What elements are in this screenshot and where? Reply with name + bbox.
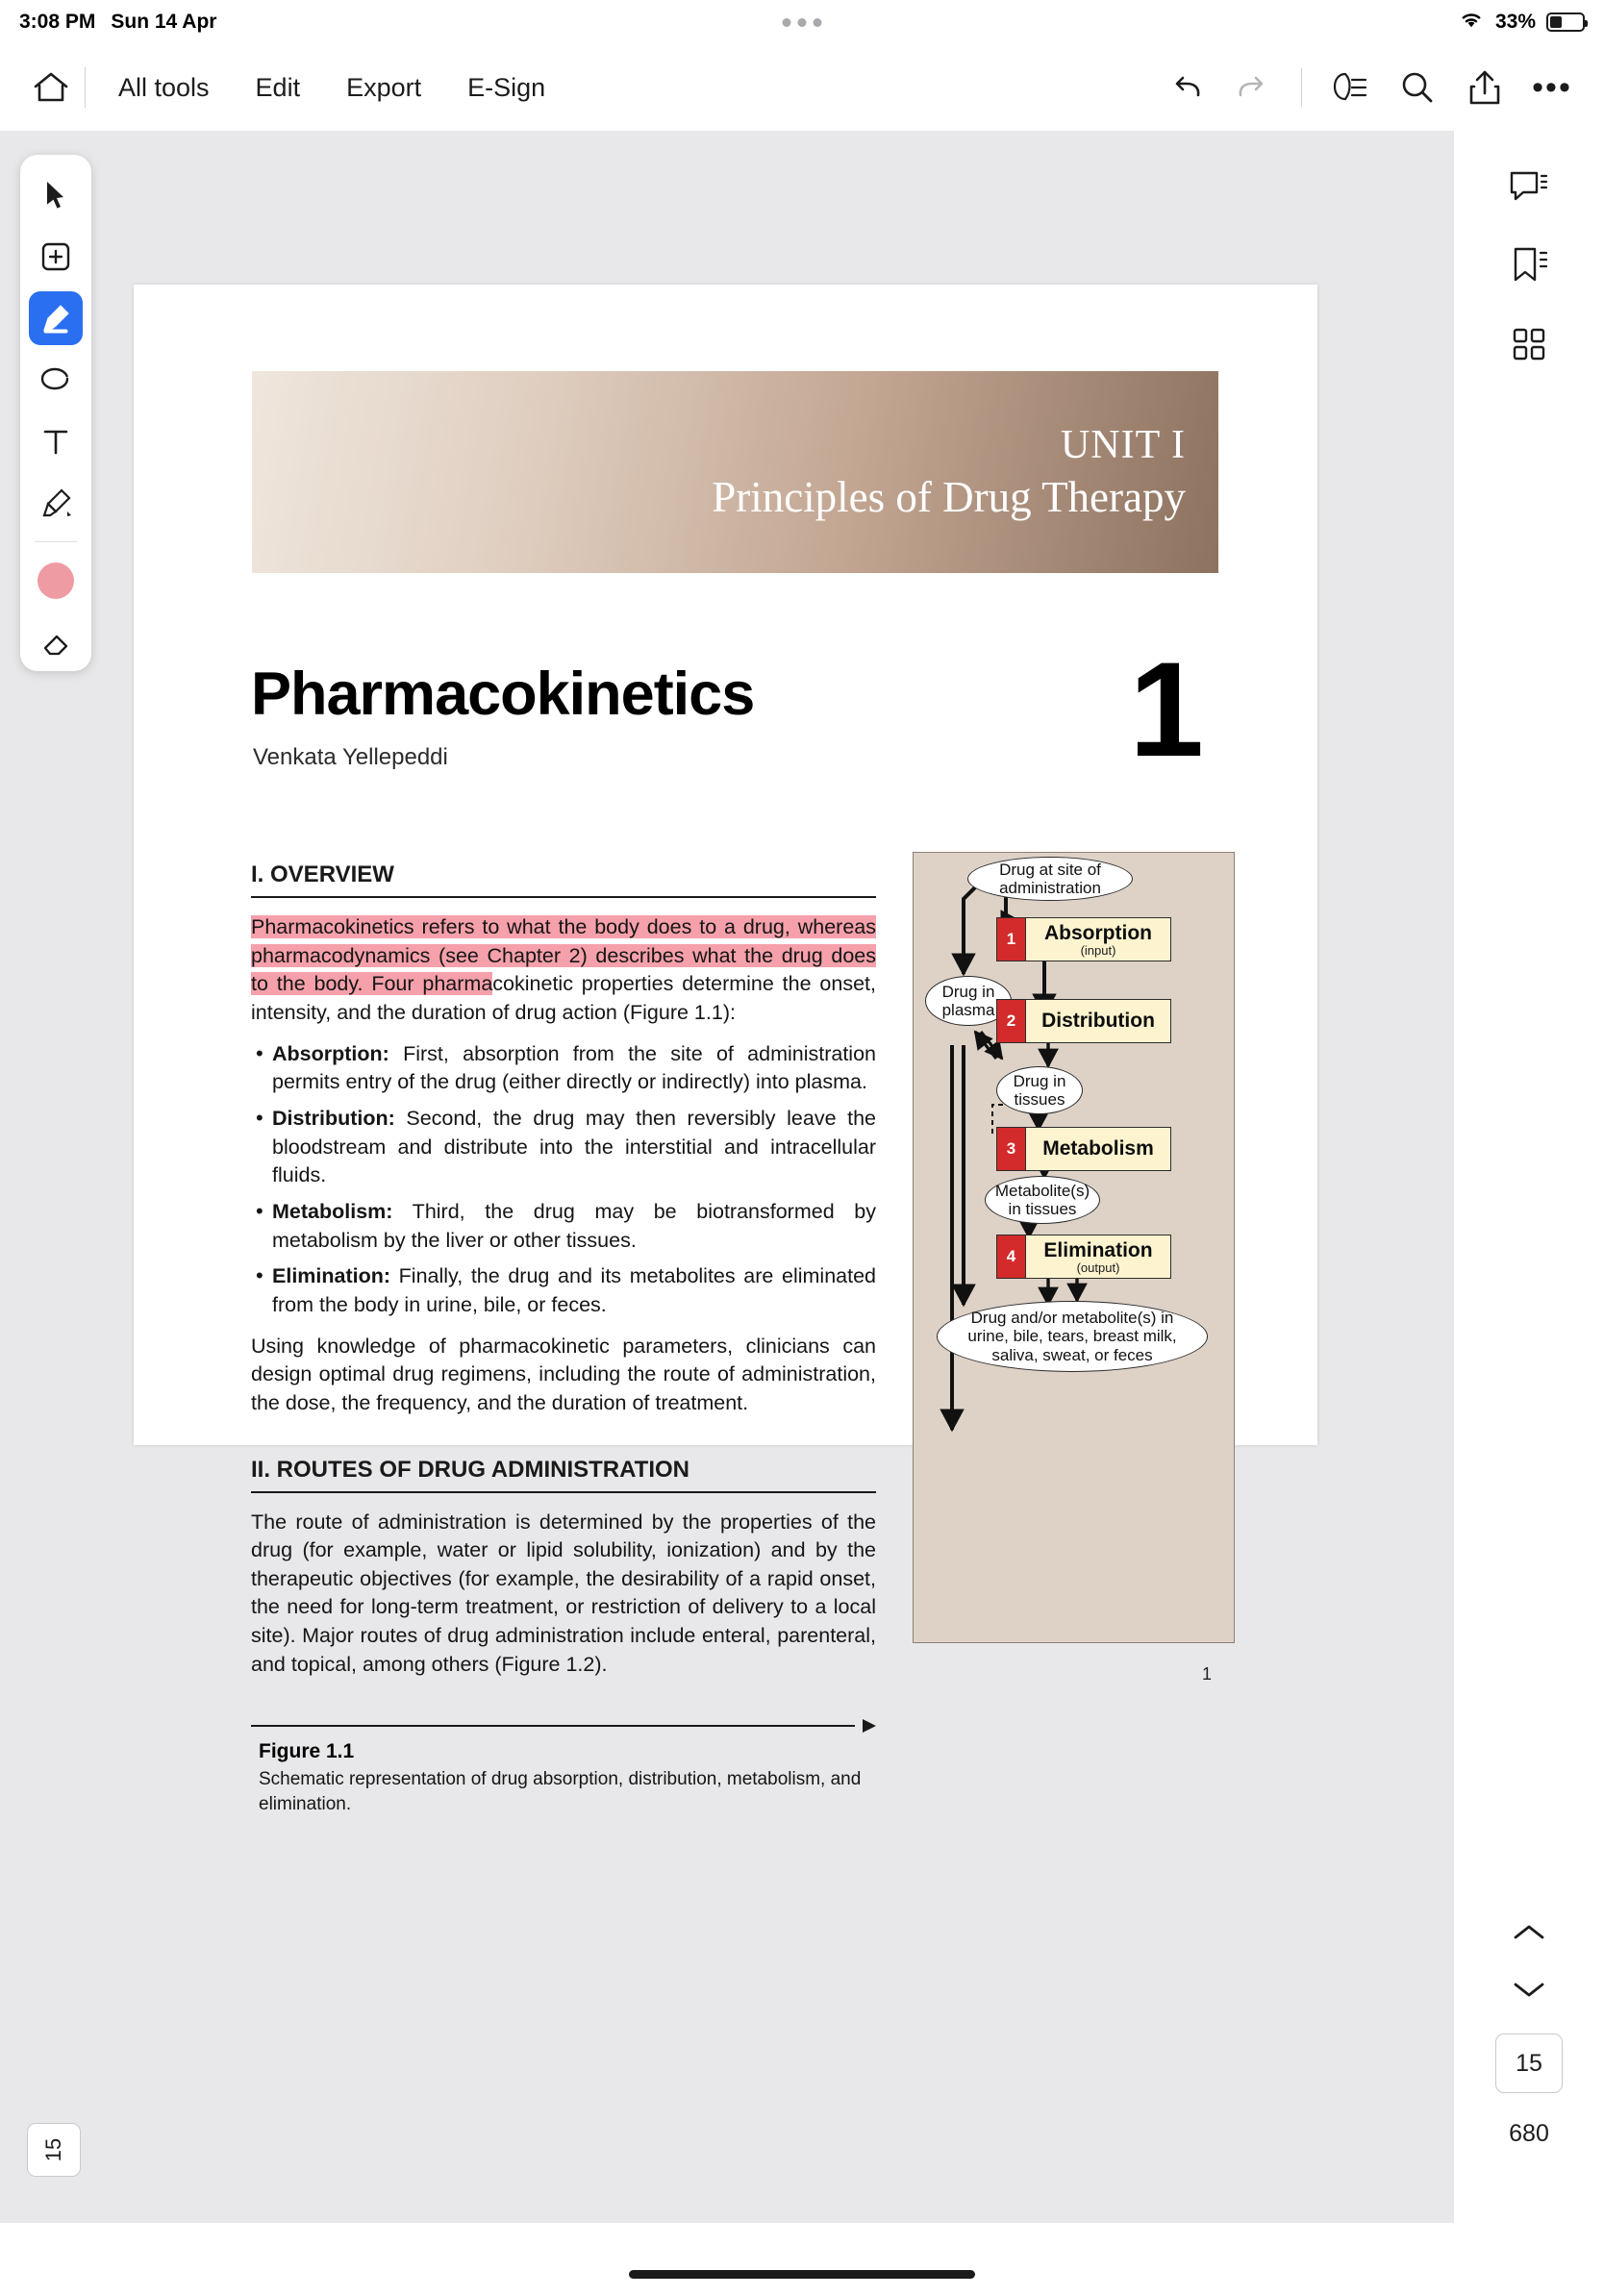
current-page-value: 15 [1516, 2049, 1542, 2077]
bookmarks-icon[interactable] [1508, 245, 1550, 292]
lasso-icon [38, 365, 73, 394]
share-icon[interactable] [1454, 57, 1516, 118]
page-indicator-label: 15 [40, 2137, 65, 2162]
step-title: Distribution [1041, 1010, 1155, 1032]
redo-icon[interactable] [1222, 57, 1284, 118]
status-right [1458, 10, 1585, 36]
handle-dot [814, 18, 822, 27]
step-metabolism [996, 1127, 1171, 1171]
pdf-page[interactable] [134, 285, 1317, 1814]
handle-dot [798, 18, 807, 27]
document-viewport[interactable] [0, 131, 1604, 2223]
status-time: 3:08 PM [19, 11, 96, 33]
step-distribution [996, 999, 1171, 1043]
step-label [1026, 1235, 1170, 1278]
step-number: 4 [997, 1235, 1026, 1278]
status-left [0, 11, 216, 34]
bullet-term: Metabolism: [272, 1199, 393, 1223]
annotation-tool-palette [20, 155, 91, 671]
node-drug-in-tissues: Drug in tissues [996, 1066, 1083, 1114]
unit-label: UNIT I [1060, 423, 1186, 467]
section-heading-overview: I. OVERVIEW [251, 861, 876, 898]
list-item [251, 1040, 876, 1097]
highlighter-tool[interactable] [29, 291, 83, 345]
handle-dot [783, 18, 791, 27]
page-title: Pharmacokinetics [251, 661, 755, 728]
toolbar-divider [85, 67, 86, 108]
wifi-icon [1458, 10, 1485, 36]
status-bar [0, 0, 1604, 44]
node-drug-in-plasma: Drug in plasma [925, 976, 1012, 1026]
text-column [251, 861, 876, 1816]
reading-mode-icon[interactable] [1319, 57, 1381, 118]
unit-subtitle: Principles of Drug Therapy [712, 473, 1186, 521]
bullet-term: Elimination: [272, 1264, 391, 1288]
text-tool[interactable] [29, 414, 83, 468]
text-t-icon [41, 426, 70, 457]
more-options-icon[interactable]: ••• [1532, 69, 1572, 106]
toolbar-divider [1301, 68, 1302, 107]
step-label [1026, 1000, 1170, 1042]
highlighted-text: Pharmacokinetics refers to what the body does to a drug, whereas pharmacodynamics (see Chapter 2) describes what the drug does to the body. Four pharma [251, 915, 876, 996]
highlighter-pen-icon [39, 302, 72, 335]
comments-icon[interactable] [1508, 167, 1550, 212]
page-indicator-mini[interactable] [27, 2123, 81, 2177]
battery-percent: 33% [1494, 11, 1536, 33]
step-title: Absorption [1044, 921, 1152, 944]
node-excretion: Drug and/or metabolite(s) in urine, bile, tears, breast milk, saliva, sweat, or feces [937, 1301, 1208, 1372]
list-item [251, 1198, 876, 1255]
thumbnails-icon[interactable] [1510, 325, 1548, 368]
chapter-author: Venkata Yellepeddi [253, 744, 448, 770]
bullet-term: Distribution: [272, 1106, 395, 1130]
step-number: 2 [997, 1000, 1026, 1042]
app-toolbar [0, 44, 1604, 131]
right-sidebar [1454, 131, 1604, 2223]
step-sub: (output) [1076, 1260, 1120, 1275]
step-title: Elimination [1043, 1238, 1153, 1261]
routes-body: The route of administration is determined by the properties of the drug (for example, water or lipid solubility, ionization) and by the therapeutic objectives (for example, the desirability of a rapid onset, the need for long-term treatment, or restriction of delivery to a local site). Major routes of drug administration include enteral, parenteral, and topical, among others (Figure 1.2). [251, 1510, 876, 1676]
tab-all-tools[interactable]: All tools [118, 72, 210, 102]
tab-edit[interactable]: Edit [255, 72, 301, 102]
current-page-input[interactable] [1495, 2034, 1563, 2093]
tab-e-sign[interactable]: E-Sign [467, 72, 546, 102]
palette-divider [35, 541, 77, 542]
step-sub: (input) [1080, 942, 1116, 958]
overview-intro-rest: cokinetic properties determine the onset, intensity, and the duration of drug action (Figure 1.1): [251, 972, 876, 1024]
list-item [251, 1262, 876, 1319]
bottom-bar [0, 2223, 1604, 2296]
pen-tool[interactable] [29, 476, 83, 530]
chapter-number: 1 [1129, 634, 1204, 785]
caption-rule [251, 1717, 876, 1734]
bullet-text: Finally, the drug and its metabolites are eliminated from the body in urine, bile, or feces. [272, 1264, 876, 1316]
home-indicator[interactable] [629, 2270, 975, 2279]
right-sidebar-tools [1454, 167, 1604, 368]
plus-square-icon [39, 240, 72, 273]
chevron-up-icon[interactable] [1510, 1920, 1548, 1950]
bullet-term: Absorption: [272, 1041, 389, 1065]
select-tool[interactable] [29, 168, 83, 222]
step-label [1026, 918, 1170, 961]
bullet-text: First, absorption from the site of administration permits entry of the drug (either directly or indirectly) into plasma. [272, 1041, 876, 1094]
battery-icon [1546, 12, 1585, 32]
chevron-down-icon[interactable] [1510, 1977, 1548, 2007]
overview-closing: Using knowledge of pharmacokinetic parameters, clinicians can design optimal drug regimens, including the route of administration, the dose, the frequency, and the duration of treatment. [251, 1334, 876, 1414]
step-title: Metabolism [1042, 1137, 1154, 1160]
page-navigation [1454, 1920, 1604, 2148]
eraser-tool[interactable] [29, 615, 83, 669]
step-absorption [996, 917, 1171, 961]
undo-icon[interactable] [1155, 57, 1216, 118]
toolbar-left-group [0, 58, 568, 117]
toolbar-right-group [1155, 57, 1583, 118]
step-elimination [996, 1235, 1171, 1279]
step-label [1026, 1128, 1170, 1170]
cursor-arrow-icon [41, 179, 70, 212]
node-metabolites-in-tissues: Metabolite(s) in tissues [985, 1176, 1100, 1224]
total-pages-label: 680 [1509, 2120, 1549, 2147]
section-heading-routes: II. ROUTES OF DRUG ADMINISTRATION [251, 1457, 876, 1493]
figure-title: Figure 1.1 [259, 1740, 355, 1763]
color-swatch[interactable] [29, 554, 83, 608]
figure-caption [251, 1717, 876, 1815]
eraser-icon [39, 627, 72, 658]
color-circle-icon [38, 562, 74, 599]
figure-description: Schematic representation of drug absorption, distribution, metabolism, and elimination. [259, 1769, 862, 1814]
pen-nib-icon [38, 487, 73, 519]
pk-properties-list [251, 1040, 876, 1320]
tab-export[interactable]: Export [346, 72, 422, 102]
step-number: 1 [997, 918, 1026, 961]
bullet-text: Third, the drug may be biotransformed by metabolism by the liver or other tissues. [272, 1199, 876, 1252]
search-icon[interactable] [1387, 57, 1448, 118]
home-icon[interactable] [21, 58, 81, 117]
step-number: 3 [997, 1128, 1026, 1170]
freehand-tool[interactable] [29, 353, 83, 407]
multitask-handle[interactable] [783, 18, 822, 27]
add-tool[interactable] [29, 230, 83, 284]
unit-banner [252, 371, 1218, 573]
status-date: Sun 14 Apr [111, 11, 217, 33]
document-page-number: 1 [1201, 1664, 1212, 1684]
figure-diagram [913, 852, 1235, 1643]
bullet-text: Second, the drug may then reversibly leave the bloodstream and distribute into the interstitial and intracellular fluids. [272, 1106, 876, 1187]
node-drug-at-site: Drug at site of administration [967, 857, 1133, 901]
list-item [251, 1105, 876, 1190]
overview-intro [251, 913, 876, 1028]
